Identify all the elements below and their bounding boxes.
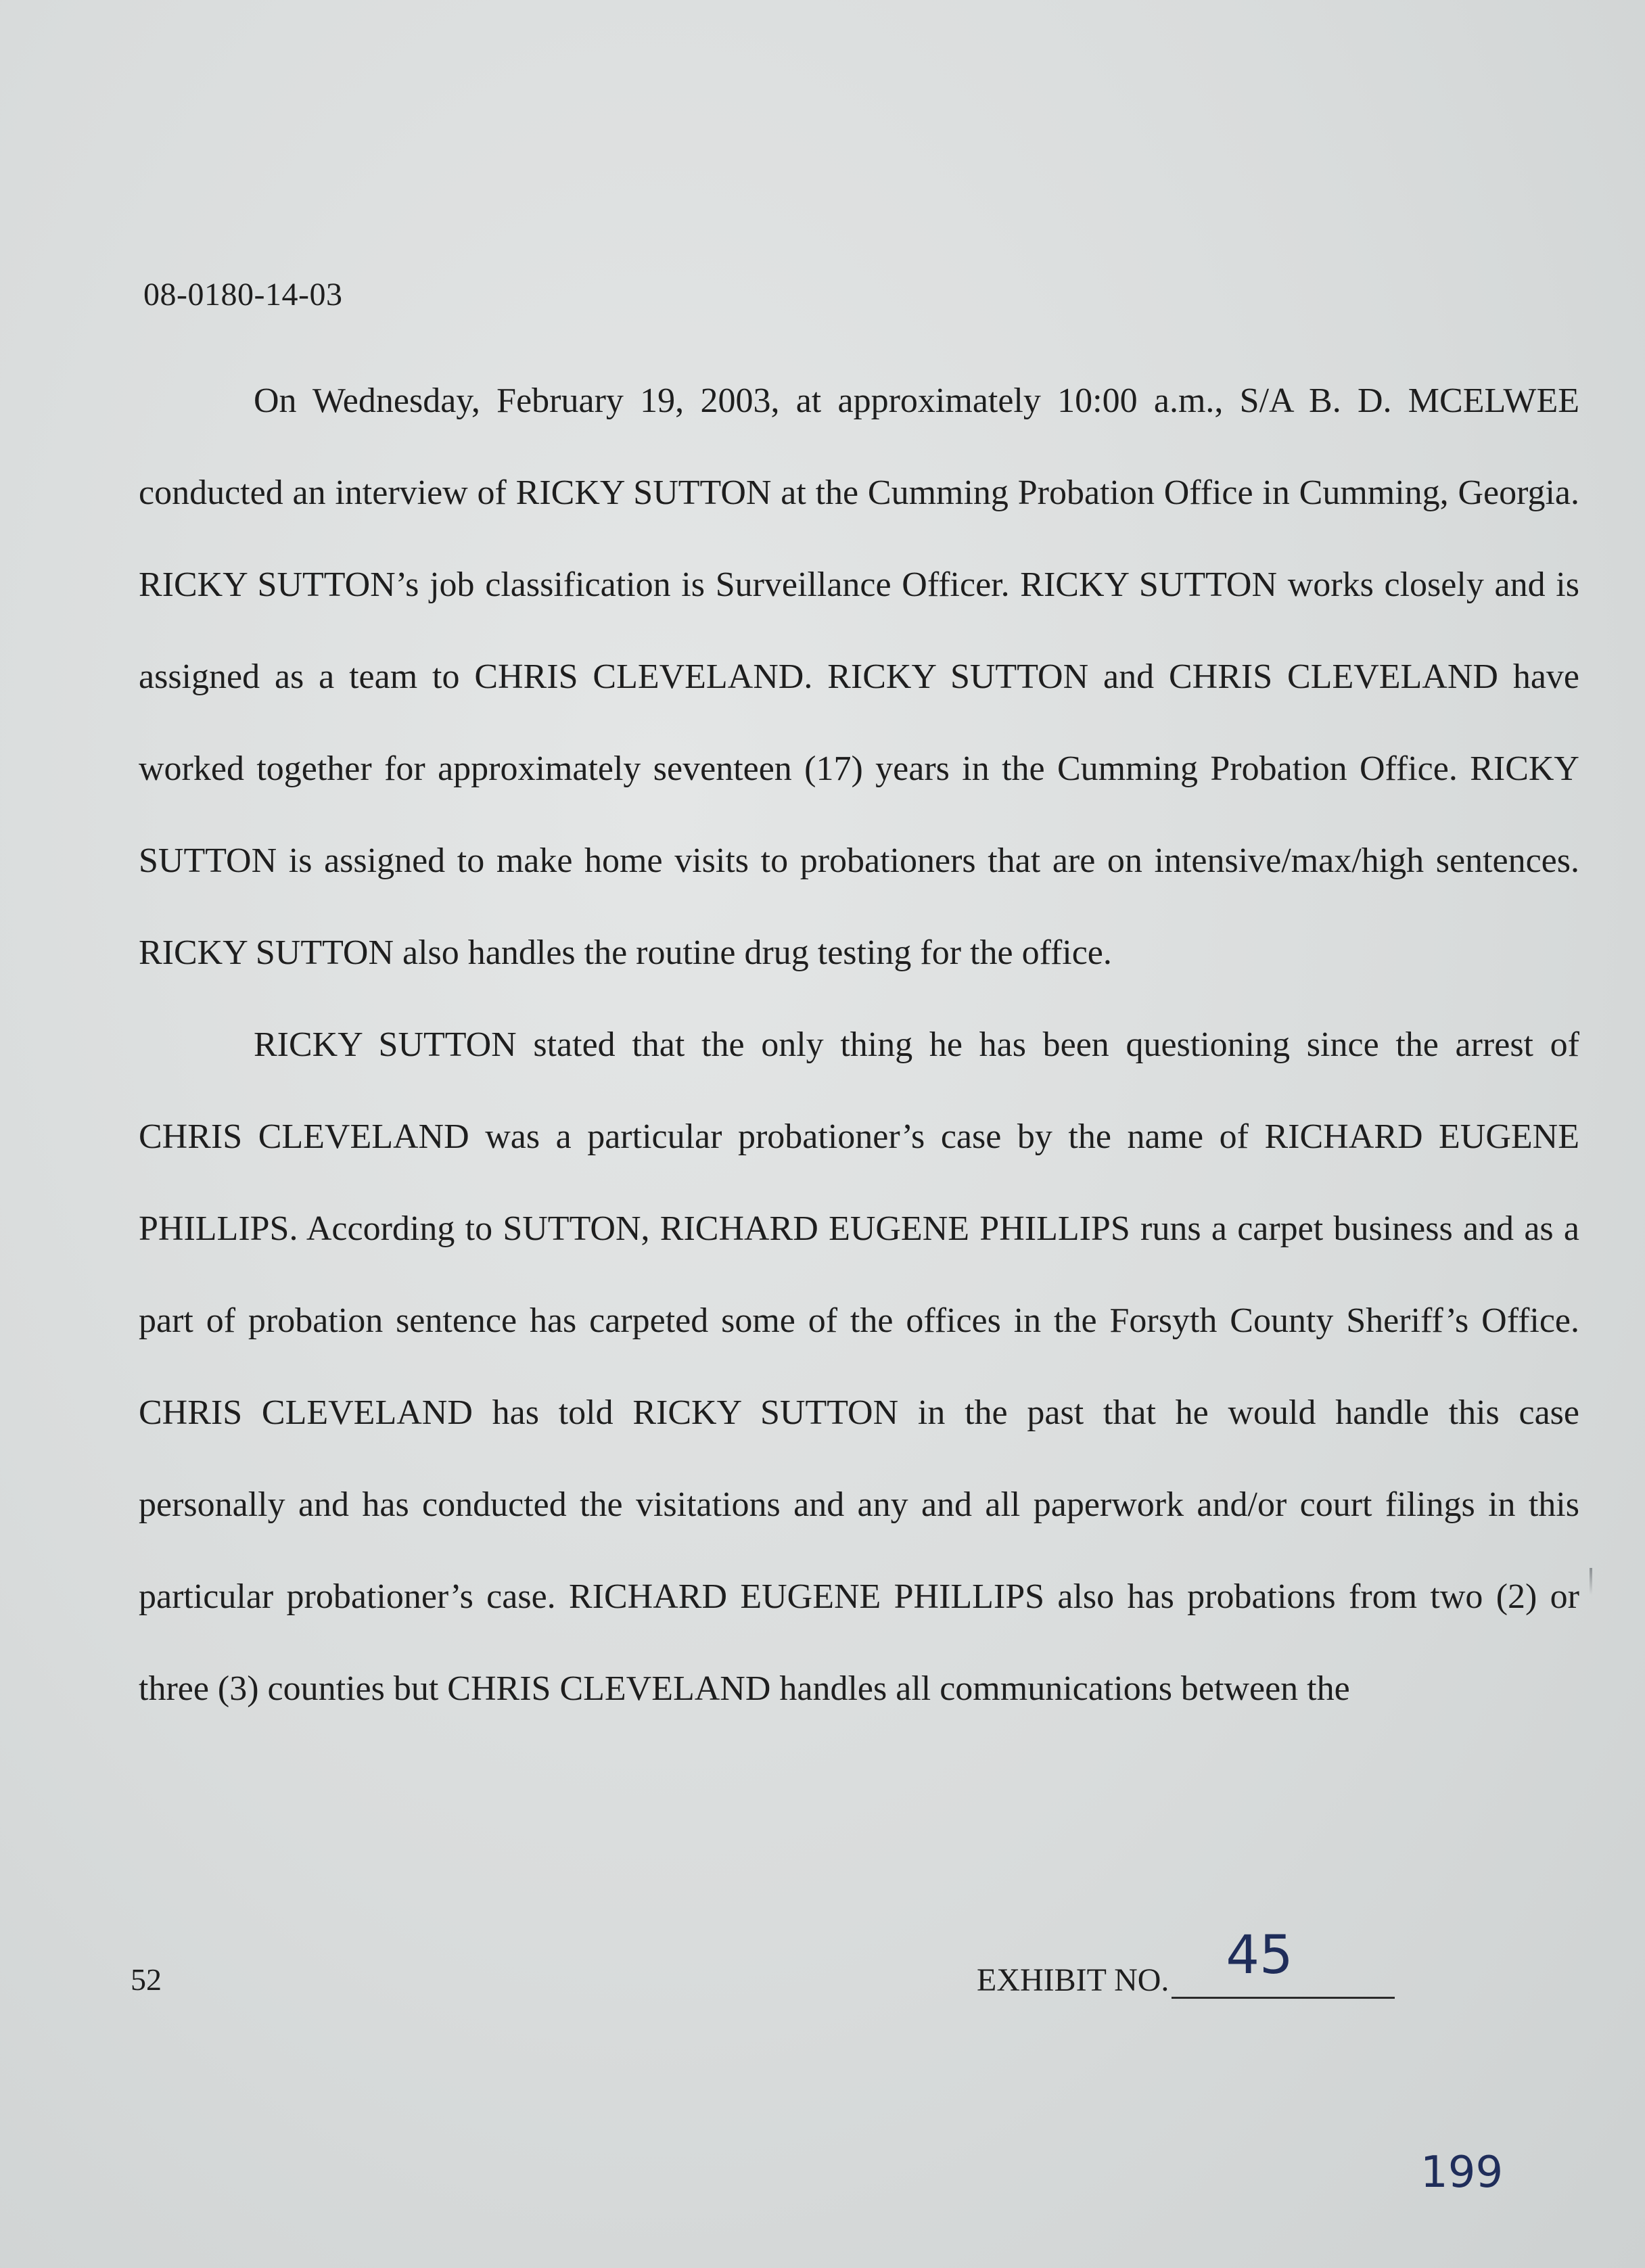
bates-number: 199 xyxy=(1420,2148,1504,2198)
exhibit-number-line xyxy=(1172,1925,1395,1999)
exhibit-label: EXHIBIT NO. xyxy=(977,1962,1169,1998)
page-number: 52 xyxy=(131,1962,162,1997)
margin-mark xyxy=(1590,1568,1592,1595)
body-text xyxy=(139,355,1579,1735)
case-number: 08-0180-14-03 xyxy=(143,277,343,313)
exhibit-number: 45 xyxy=(1226,1925,1293,1986)
exhibit-stamp xyxy=(977,1925,1395,1999)
paragraph-2: RICKY SUTTON stated that the only thing he has been questioning since the arrest of CHRIS CLEVELAND was a particular probationer’s case by the name of RICHARD EUGENE PHILLIPS. According to SUTTON, RICHARD EUGENE PHILLIPS runs a carpet business and as a part of probation sentence has carpeted some of the offices in the Forsyth County Sheriff’s Office. CHRIS CLEVELAND has told RICKY SUTTON in the past that he would handle this case personally and has conducted the visitations and any and all paperwork and/or court filings in this particular probationer’s case. RICHARD EUGENE PHILLIPS also has probations from two (2) or three (3) counties but CHRIS CLEVELAND handles all communications between the xyxy=(139,1025,1579,1708)
paragraph-1: On Wednesday, February 19, 2003, at approximately 10:00 a.m., S/A B. D. MCELWEE conducted an interview of RICKY SUTTON at the Cumming Probation Office in Cumming, Georgia. RICKY SUTTON’s job classification is Surveillance Officer. RICKY SUTTON works closely and is assigned as a team to CHRIS CLEVELAND. RICKY SUTTON and CHRIS CLEVELAND have worked together for approximately seventeen (17) years in the Cumming Probation Office. RICKY SUTTON is assigned to make home visits to probationers that are on intensive/max/high sentences. RICKY SUTTON also handles the routine drug testing for the office. xyxy=(139,381,1579,972)
